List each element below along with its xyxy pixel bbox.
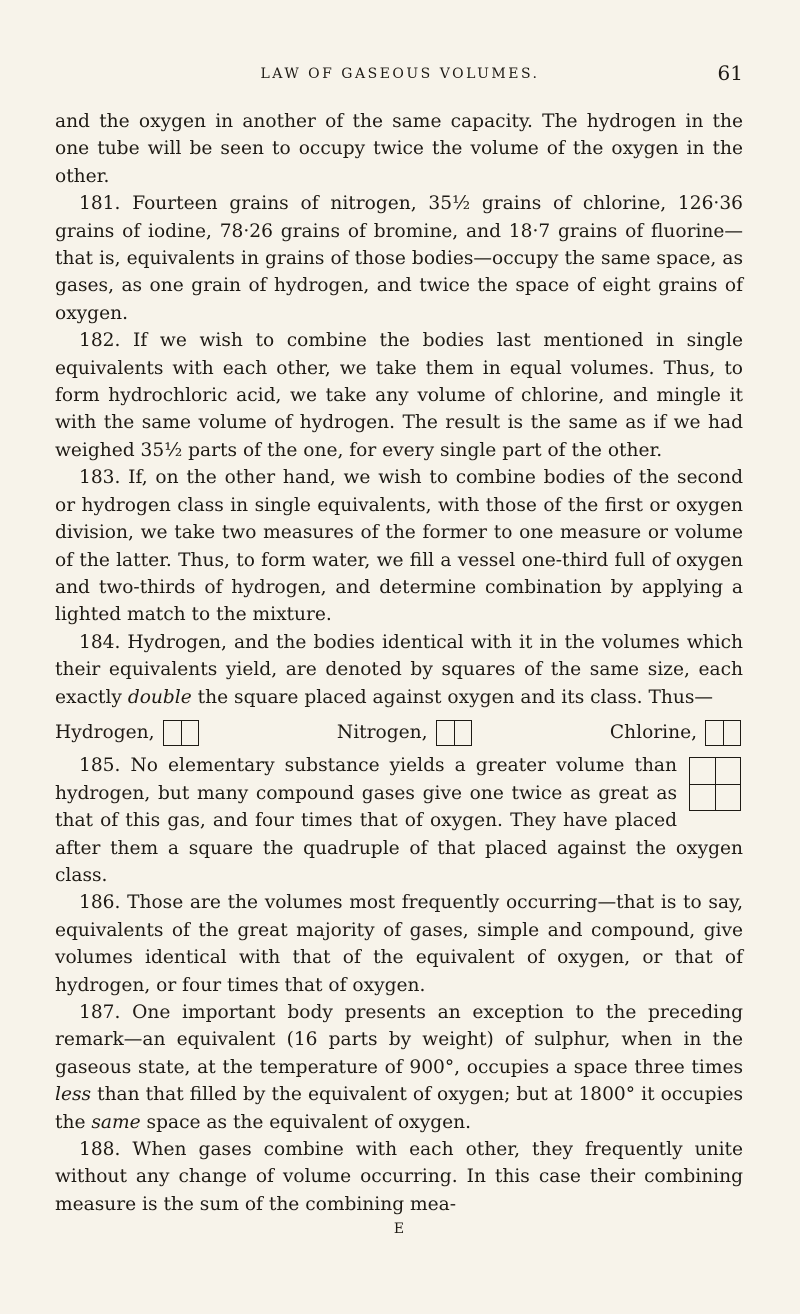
symbol-hydrogen — [55, 719, 199, 746]
signature-mark: E — [393, 1221, 405, 1238]
paragraph-187 — [55, 999, 743, 1136]
running-title: LAW OF GASEOUS VOLUMES. — [260, 66, 540, 82]
p187-emphasis-less: less — [55, 1084, 92, 1106]
paragraph-181: 181. Fourteen grains of nitrogen, 35½ grains of chlorine, 126·36 grains of iodine, 78·26 grains of bromine, and 18·7 grains of fluorine—that is, equivalents in grains of those bodies—occupy the same space, as gases, as one grain of hydrogen, and twice the space of eight grains of oxygen. — [55, 193, 743, 324]
paragraph-185 — [55, 752, 743, 889]
paragraph-188: 188. When gases combine with each other, they frequently unite without any change of volume occurring. In this case their combining measure is the sum of the combining mea- — [55, 1139, 743, 1215]
p187-emphasis-same: same — [91, 1111, 141, 1133]
paragraph-184 — [55, 629, 743, 711]
double-square-icon — [436, 720, 472, 746]
paragraph-186: 186. Those are the volumes most frequently occurring—that is to say, equivalents of the great majority of gases, simple and compound, give volumes identical with that of the equivalent of oxygen, or that of hydrogen, or four times that of oxygen. — [55, 892, 743, 996]
symbol-label: Chlorine, — [609, 721, 697, 743]
body-text — [55, 108, 743, 1244]
quadruple-square-icon — [689, 757, 741, 811]
p187-text-b: than that filled by the equivalent of oxygen; but at 1800° it occupies the — [55, 1084, 743, 1133]
symbol-label: Hydrogen, — [55, 721, 155, 743]
double-square-icon — [705, 720, 741, 746]
p184-text-a: 184. Hydrogen, and the bodies identical with it in the volumes which their equivalents yield, are denoted by squares of the same size, each exactly — [55, 631, 743, 708]
paragraph-continued: and the oxygen in another of the same capacity. The hydrogen in the one tube will be seen to occupy twice the volume of the oxygen in the other. — [55, 111, 743, 187]
p185-text: 185. No elementary substance yields a greater volume than hydrogen, but many compound gases give one twice as great as that of this gas, and four times that of oxygen. They have placed after them a square the quadruple of that placed against the oxygen class. — [55, 755, 743, 886]
volume-symbols-row — [55, 719, 743, 746]
p184-text-b: the square placed against oxygen and its class. Thus— — [191, 686, 713, 708]
p187-text-c: space as the equivalent of oxygen. — [140, 1111, 471, 1133]
symbol-chlorine — [610, 719, 741, 746]
paragraph-183: 183. If, on the other hand, we wish to combine bodies of the second or hydrogen class in single equivalents, with those of the first or oxygen division, we take two measures of the former to one measure or volume of the latter. Thus, to form water, we fill a vessel one-third full of oxygen and two-thirds of hydrogen, and determine combination by applying a lighted match to the mixture. — [55, 467, 743, 626]
double-square-icon — [163, 720, 199, 746]
symbol-label: Nitrogen, — [336, 721, 428, 743]
symbol-nitrogen — [337, 719, 472, 746]
p184-emphasis: double — [127, 686, 192, 708]
p187-text-a: 187. One important body presents an exception to the preceding remark—an equivalent (16 parts by weight) of sulphur, when in the gaseous state, at the temperature of 900°, occupies a space three times — [55, 1002, 743, 1078]
page-number: 61 — [717, 61, 743, 85]
paragraph-182: 182. If we wish to combine the bodies last mentioned in single equivalents with each other, we take them in equal volumes. Thus, to form hydrochloric acid, we take any volume of chlorine, and mingle it with the same volume of hydrogen. The result is the same as if we had weighed 35½ parts of the one, for every single part of the other. — [55, 330, 743, 461]
page-header — [55, 60, 745, 86]
